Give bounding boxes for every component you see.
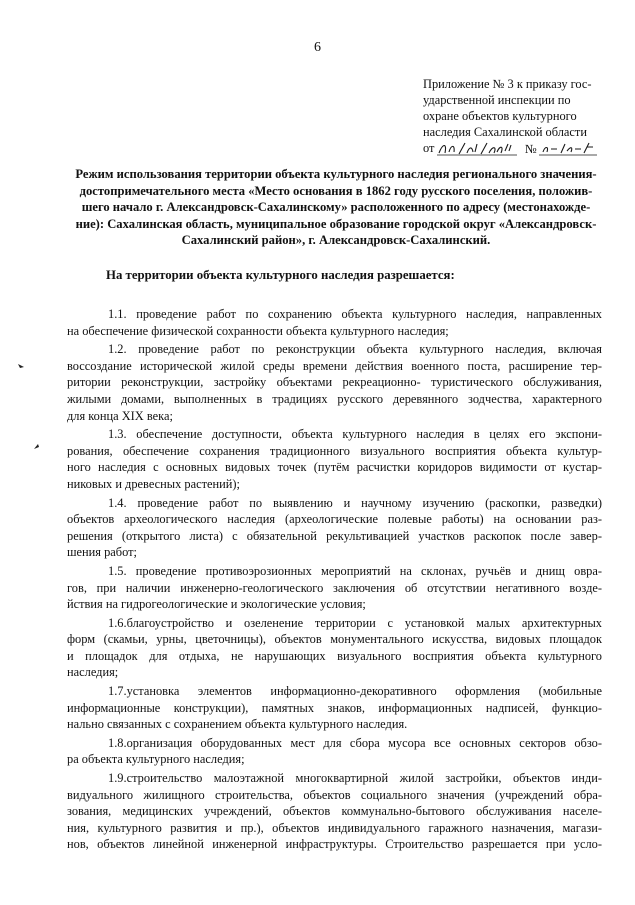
document-body (67, 306, 602, 855)
paragraph-line: видуального жилищного строительства, объектов социального значения (учреждений обра- (67, 787, 602, 802)
paragraph-line: информационные конструкции), памятных знаков, информационных надписей, функцио- (67, 700, 602, 715)
paragraph-line: 1.9.строительство малоэтажной многоквартирной жилой застройки, объектов инди- (108, 771, 602, 786)
paragraph-line: решения (открытого листа) с обязательной рекультивацией участков раскопок после завер- (67, 528, 602, 543)
date-prefix: от (423, 141, 435, 155)
paragraph-line: йствия на гидрогеологические и экологические условия; (67, 597, 366, 612)
scan-mark (17, 362, 27, 370)
page-number: 6 (314, 40, 321, 55)
paragraph-item (67, 735, 602, 768)
paragraph-line: 1.5. проведение противоэрозионных мероприятий на склонах, ручьёв и днищ овра- (108, 563, 602, 578)
paragraph-item (67, 683, 602, 733)
paragraph-item (67, 770, 602, 853)
annex-line: охране объектов культурного (423, 109, 577, 123)
paragraph-line: никовых и древесных растений); (67, 476, 240, 491)
annex-line: наследия Сахалинской области (423, 125, 587, 139)
paragraph-item (67, 495, 602, 561)
paragraph-line: объектов археологического наследия (археологические полевые работы) на основании раз- (67, 512, 602, 527)
paragraph-line: зования, медицинских учреждений, объектов коммунально-бытового обслуживания населе- (67, 804, 602, 819)
paragraph-line: 1.1. проведение работ по сохранению объекта культурного наследия, направленных (108, 307, 602, 321)
paragraph-line: 1.3. обеспечение доступности, объекта культурного наследия в целях его экспони- (108, 427, 602, 442)
annex-line: Приложение № 3 к приказу гос- (423, 77, 592, 91)
document-title (66, 166, 606, 249)
paragraph-item (67, 426, 602, 492)
paragraph-line: ния, культурного развития и пр.), объектов индивидуального гаражного назначения, магази- (67, 820, 602, 835)
annex-line: ударственной инспекции по (423, 93, 571, 107)
title-line: Режим использования территории объекта культурного наследия регионального значения- (75, 167, 597, 181)
paragraph-line: 1.7.установка элементов информационно-декоративного оформления (мобильные (108, 684, 602, 699)
paragraph-line: шения работ; (67, 545, 137, 560)
annex-block (423, 76, 613, 156)
paragraph-line: 1.8.организация оборудованных мест для сбора мусора все основных секторов обзо- (108, 735, 602, 750)
paragraph-line: ного наследия с основных видовых точек (путём расчистки коридоров видимости от кустар- (67, 460, 602, 475)
scan-mark (33, 443, 41, 451)
number-prefix: № (525, 142, 537, 156)
title-line: достопримечательного места «Место основания в 1862 году русского поселения, положив- (79, 183, 593, 198)
handwritten-date-and-number (437, 141, 607, 157)
paragraph-line: для конца XIX века; (67, 408, 173, 423)
paragraph-line: нально связанных с сохранением объекта культурного наследия. (67, 717, 408, 732)
paragraph-line: гов, при наличии инженерно-геологического заключения об отсутствии негативного возде- (67, 580, 602, 595)
section-heading: На территории объекта культурного наследия разрешается: (106, 268, 455, 282)
paragraph-line: 1.2. проведение работ по реконструкции объекта культурного наследия, включая (108, 342, 602, 357)
paragraph-line: ра объекта культурного наследия; (67, 752, 245, 767)
title-line: ние): Сахалинская область, муниципальное образование городской округ «Александровск- (75, 216, 597, 231)
paragraph-line: на обеспечение физической сохранности объекта культурного наследия; (67, 323, 449, 338)
paragraph-line: воссоздание исторической жилой среды времени действия военного поста, расширение тер- (67, 358, 602, 373)
paragraph-line: рования, обеспечение сохранения традиционного визуального восприятия объекта культур- (67, 443, 602, 458)
title-line: Сахалинский район», г. Александровск-Сахалинский. (181, 233, 491, 247)
paragraph-item (67, 615, 602, 681)
paragraph-line: форм (скамьи, урны, цветочницы), объектов монументального искусства, видовых площадок (67, 632, 602, 647)
paragraph-line: и площадок для отдыха, не нарушающих визуального восприятия объекта культурного (67, 648, 602, 663)
paragraph-line: 1.4. проведение работ по выявлению и научному изучению (раскопки, разведки) (108, 495, 602, 510)
paragraph-line: 1.6.благоустройство и озеленение территории с установкой малых архитектурных (108, 615, 602, 630)
paragraph-line: ритории реконструкции, застройку объектами рекреационно- туристического обслуживания, (67, 375, 602, 390)
paragraph-item (67, 341, 602, 424)
paragraph-item (67, 563, 602, 613)
title-line: шего начало г. Александровск-Сахалинскому» расположенного по адресу (местонахожде- (81, 200, 591, 214)
paragraph-line: жилыми домами, выполненных в традициях русского деревянного зодчества, характерного (67, 391, 602, 406)
paragraph-item (67, 306, 602, 339)
paragraph-line: нов, объектов линейной инженерной инфраструктуры. Строительство разрешается при усло- (67, 837, 602, 852)
annex-date-number (423, 140, 613, 156)
paragraph-line: наследия; (67, 665, 119, 680)
